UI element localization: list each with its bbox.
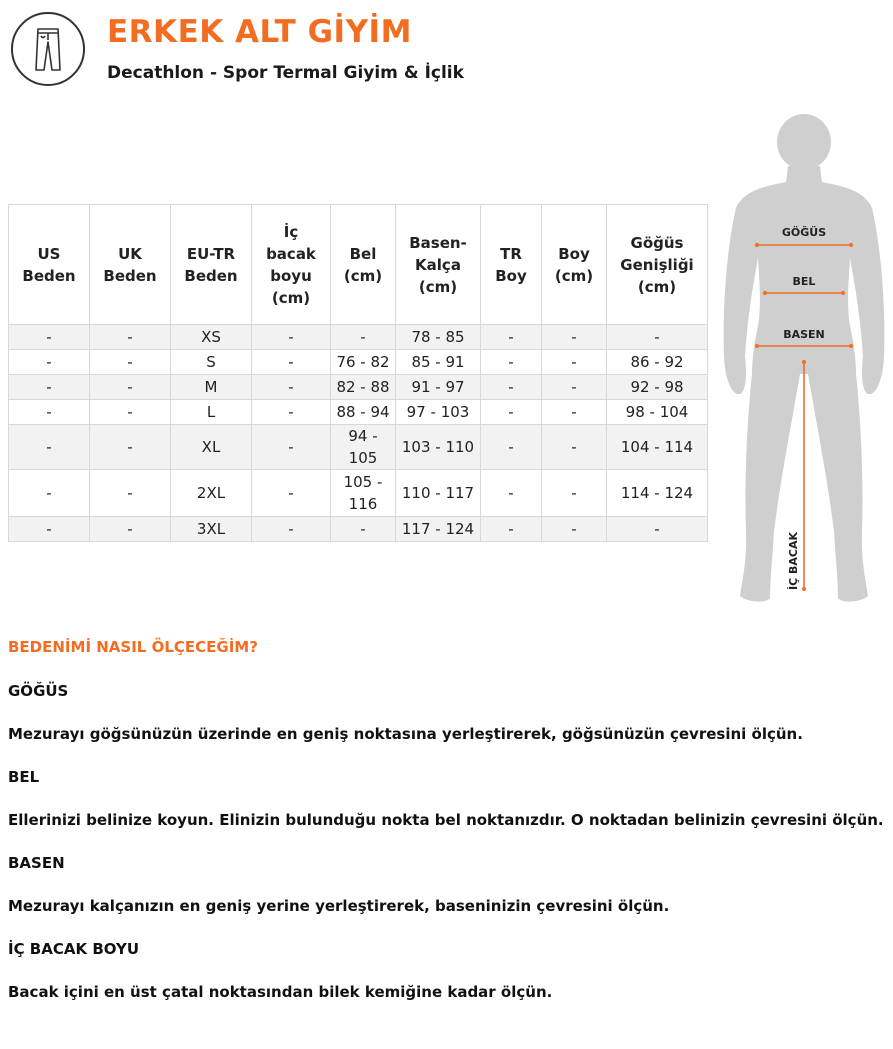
- column-header-line: Beden: [103, 266, 157, 285]
- guide-chest-label: GÖĞÜS: [8, 682, 69, 700]
- chest-label: GÖĞÜS: [781, 226, 827, 239]
- table-cell: 85 - 91: [396, 350, 481, 375]
- column-header-line: Basen-: [409, 233, 467, 252]
- table-cell: 3XL: [171, 517, 252, 542]
- table-cell: -: [9, 400, 90, 425]
- column-header-line: UK: [118, 244, 142, 263]
- table-cell: -: [9, 350, 90, 375]
- page-title: ERKEK ALT GİYİM: [107, 14, 412, 50]
- guide-waist-text: Ellerinizi belinize koyun. Elinizin bulunduğu nokta bel noktanızdır. O noktadan belinizin çevresini ölçün.: [8, 811, 884, 829]
- table-cell: -: [252, 350, 331, 375]
- table-row: [9, 400, 708, 425]
- table-cell: -: [252, 425, 331, 470]
- table-cell: -: [607, 517, 708, 542]
- column-header-line: (cm): [343, 266, 383, 285]
- table-cell: 105 - 116: [331, 470, 396, 517]
- table-cell: 91 - 97: [396, 375, 481, 400]
- table-cell: -: [9, 517, 90, 542]
- table-cell: -: [90, 517, 171, 542]
- table-cell: 86 - 92: [607, 350, 708, 375]
- guide-inseam-text: Bacak içini en üst çatal noktasından bilek kemiğine kadar ölçün.: [8, 983, 553, 1001]
- table-cell: -: [90, 425, 171, 470]
- table-cell: -: [481, 325, 542, 350]
- column-header-line: Boy: [558, 244, 590, 263]
- table-cell: -: [481, 470, 542, 517]
- table-cell: -: [252, 470, 331, 517]
- column-header: [9, 205, 90, 325]
- table-cell: 94 - 105: [331, 425, 396, 470]
- table-cell: 76 - 82: [331, 350, 396, 375]
- size-table: [8, 204, 708, 542]
- table-cell: -: [252, 325, 331, 350]
- table-cell: -: [90, 470, 171, 517]
- column-header-line: (cm): [271, 288, 311, 307]
- column-header: [90, 205, 171, 325]
- table-cell: -: [90, 350, 171, 375]
- table-cell: -: [542, 400, 607, 425]
- column-header: [481, 205, 542, 325]
- table-cell: -: [542, 375, 607, 400]
- table-cell: 98 - 104: [607, 400, 708, 425]
- table-cell: -: [607, 325, 708, 350]
- column-header-line: Beden: [22, 266, 76, 285]
- table-cell: -: [331, 517, 396, 542]
- table-cell: -: [90, 400, 171, 425]
- column-header: [542, 205, 607, 325]
- table-cell: 103 - 110: [396, 425, 481, 470]
- table-cell: -: [481, 400, 542, 425]
- table-cell: -: [331, 325, 396, 350]
- table-cell: 104 - 114: [607, 425, 708, 470]
- table-cell: -: [542, 517, 607, 542]
- table-cell: -: [9, 425, 90, 470]
- hip-label: BASEN: [783, 328, 825, 341]
- guide-hip-label: BASEN: [8, 854, 65, 872]
- body-measurement-figure: [716, 112, 893, 612]
- column-header-line: (cm): [554, 266, 594, 285]
- table-cell: -: [252, 400, 331, 425]
- table-cell: 92 - 98: [607, 375, 708, 400]
- table-row: [9, 350, 708, 375]
- measurement-guide: [8, 638, 884, 1002]
- column-header-line: İç: [283, 222, 299, 241]
- pants-logo: [11, 12, 85, 86]
- table-cell: -: [9, 470, 90, 517]
- table-cell: -: [481, 375, 542, 400]
- table-cell: -: [542, 325, 607, 350]
- table-row: [9, 425, 708, 470]
- column-header-line: Genişliği: [620, 255, 694, 274]
- table-cell: M: [171, 375, 252, 400]
- column-header-line: US: [37, 244, 61, 263]
- guide-chest-text: Mezurayı göğsünüzün üzerinde en geniş noktasına yerleştirerek, göğsünüzün çevresini ölçün.: [8, 725, 803, 743]
- table-cell: XS: [171, 325, 252, 350]
- table-cell: 97 - 103: [396, 400, 481, 425]
- inseam-label: İÇ BACAK: [787, 531, 800, 590]
- column-header: [252, 205, 331, 325]
- column-header: [331, 205, 396, 325]
- guide-waist-label: BEL: [8, 768, 40, 786]
- table-cell: -: [542, 350, 607, 375]
- table-cell: -: [252, 375, 331, 400]
- table-cell: 110 - 117: [396, 470, 481, 517]
- column-header-line: Bel: [349, 244, 377, 263]
- table-cell: XL: [171, 425, 252, 470]
- table-cell: 88 - 94: [331, 400, 396, 425]
- table-cell: -: [90, 325, 171, 350]
- page-subtitle: Decathlon - Spor Termal Giyim & İçlik: [107, 63, 464, 83]
- table-cell: -: [90, 375, 171, 400]
- table-row: [9, 470, 708, 517]
- table-cell: 117 - 124: [396, 517, 481, 542]
- table-cell: 82 - 88: [331, 375, 396, 400]
- table-row: [9, 325, 708, 350]
- waist-label: BEL: [792, 275, 816, 288]
- table-cell: -: [481, 517, 542, 542]
- guide-inseam-label: İÇ BACAK BOYU: [8, 940, 140, 958]
- column-header: [396, 205, 481, 325]
- table-cell: 114 - 124: [607, 470, 708, 517]
- guide-heading: BEDENİMİ NASIL ÖLÇECEĞİM?: [8, 638, 258, 656]
- guide-hip-text: Mezurayı kalçanızın en geniş yerine yerleştirerek, baseninizin çevresini ölçün.: [8, 897, 670, 915]
- column-header-line: (cm): [637, 277, 677, 296]
- pants-icon: [30, 26, 66, 72]
- column-header: [607, 205, 708, 325]
- column-header-line: TR: [500, 244, 522, 263]
- table-row: [9, 517, 708, 542]
- table-cell: -: [481, 425, 542, 470]
- column-header-line: Beden: [184, 266, 238, 285]
- table-cell: -: [481, 350, 542, 375]
- table-cell: 2XL: [171, 470, 252, 517]
- column-header-line: EU-TR: [186, 244, 236, 263]
- table-cell: -: [9, 375, 90, 400]
- table-cell: -: [542, 470, 607, 517]
- column-header-line: bacak: [266, 244, 316, 263]
- table-cell: S: [171, 350, 252, 375]
- column-header-line: boyu: [270, 266, 312, 285]
- column-header-line: (cm): [418, 277, 458, 296]
- column-header-line: Boy: [495, 266, 527, 285]
- table-row: [9, 375, 708, 400]
- table-cell: -: [542, 425, 607, 470]
- column-header: [171, 205, 252, 325]
- column-header-line: Göğüs: [630, 233, 684, 252]
- column-header-line: Kalça: [415, 255, 461, 274]
- table-cell: L: [171, 400, 252, 425]
- table-cell: -: [252, 517, 331, 542]
- table-cell: 78 - 85: [396, 325, 481, 350]
- table-cell: -: [9, 325, 90, 350]
